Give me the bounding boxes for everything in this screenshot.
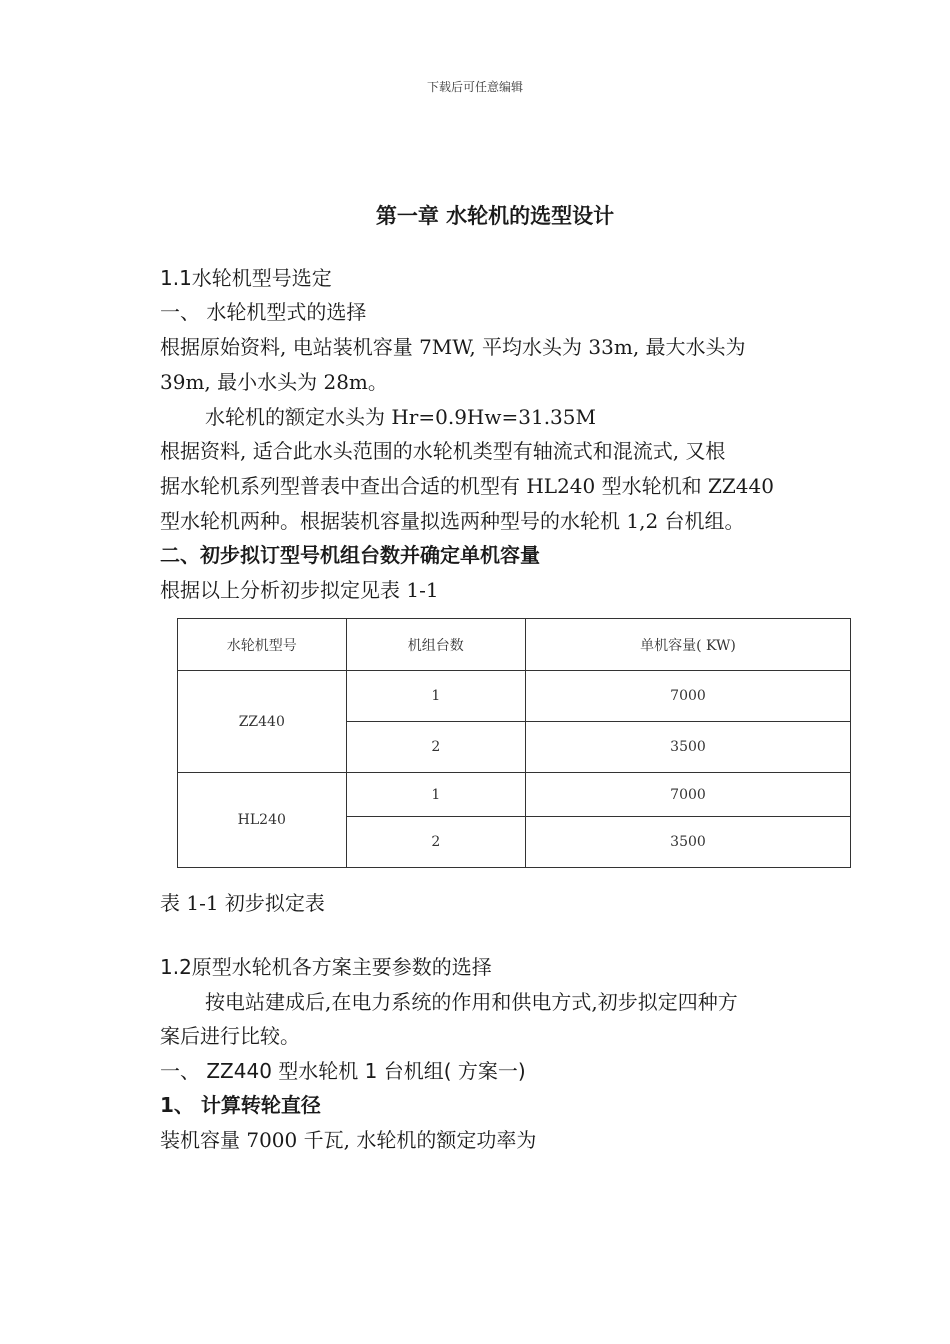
paragraph-line: 据水轮机系列型普表中查出合适的机型有 HL240 型水轮机和 ZZ440 — [160, 474, 774, 498]
paragraph-line: 39m, 最小水头为 28m。 — [160, 370, 388, 394]
table-cell-model: HL240 — [178, 773, 347, 868]
chapter-title: 第一章 水轮机的选型设计 — [375, 204, 615, 228]
header-note: 下载后可任意编辑 — [426, 80, 523, 94]
subheading-runner-diameter: 1、 计算转轮直径 — [160, 1093, 321, 1117]
subheading-scheme-one: 一、 ZZ440 型水轮机 1 台机组( 方案一) — [160, 1059, 526, 1083]
subheading-turbine-type: 一、 水轮机型式的选择 — [160, 300, 367, 324]
table-row — [178, 671, 851, 722]
table-cell-count: 1 — [346, 773, 525, 817]
table-cell-model: ZZ440 — [178, 671, 347, 773]
table-cell-capacity: 7000 — [526, 671, 851, 722]
table-header-cell: 机组台数 — [346, 619, 525, 671]
preliminary-table — [177, 618, 851, 868]
paragraph-line: 按电站建成后,在电力系统的作用和供电方式,初步拟定四种方 — [205, 990, 738, 1014]
table-header-cell: 单机容量( KW) — [526, 619, 851, 671]
table-header-cell: 水轮机型号 — [178, 619, 347, 671]
section-heading-1-1: 1.1水轮机型号选定 — [160, 266, 332, 290]
table-cell-capacity: 7000 — [526, 773, 851, 817]
table-cell-count: 1 — [346, 671, 525, 722]
paragraph-line: 根据资料, 适合此水头范围的水轮机类型有轴流式和混流式, 又根 — [160, 439, 726, 463]
table-cell-capacity: 3500 — [526, 722, 851, 773]
paragraph-line: 根据原始资料, 电站装机容量 7MW, 平均水头为 33m, 最大水头为 — [160, 335, 746, 359]
table-row — [178, 773, 851, 817]
section-heading-1-2: 1.2原型水轮机各方案主要参数的选择 — [160, 955, 492, 979]
paragraph-line: 案后进行比较。 — [160, 1024, 300, 1048]
table-cell-count: 2 — [346, 817, 525, 868]
table-cell-capacity: 3500 — [526, 817, 851, 868]
table-cell-count: 2 — [346, 722, 525, 773]
paragraph-line: 水轮机的额定水头为 Hr=0.9Hw=31.35M — [205, 405, 596, 429]
table-caption: 表 1-1 初步拟定表 — [160, 891, 325, 915]
subheading-unit-count: 二、初步拟订型号机组台数并确定单机容量 — [160, 543, 540, 567]
paragraph-line: 型水轮机两种。根据装机容量拟选两种型号的水轮机 1,2 台机组。 — [160, 509, 745, 533]
table-header-row — [178, 619, 851, 671]
paragraph-line: 装机容量 7000 千瓦, 水轮机的额定功率为 — [160, 1128, 537, 1152]
paragraph-line: 根据以上分析初步拟定见表 1-1 — [160, 578, 439, 602]
